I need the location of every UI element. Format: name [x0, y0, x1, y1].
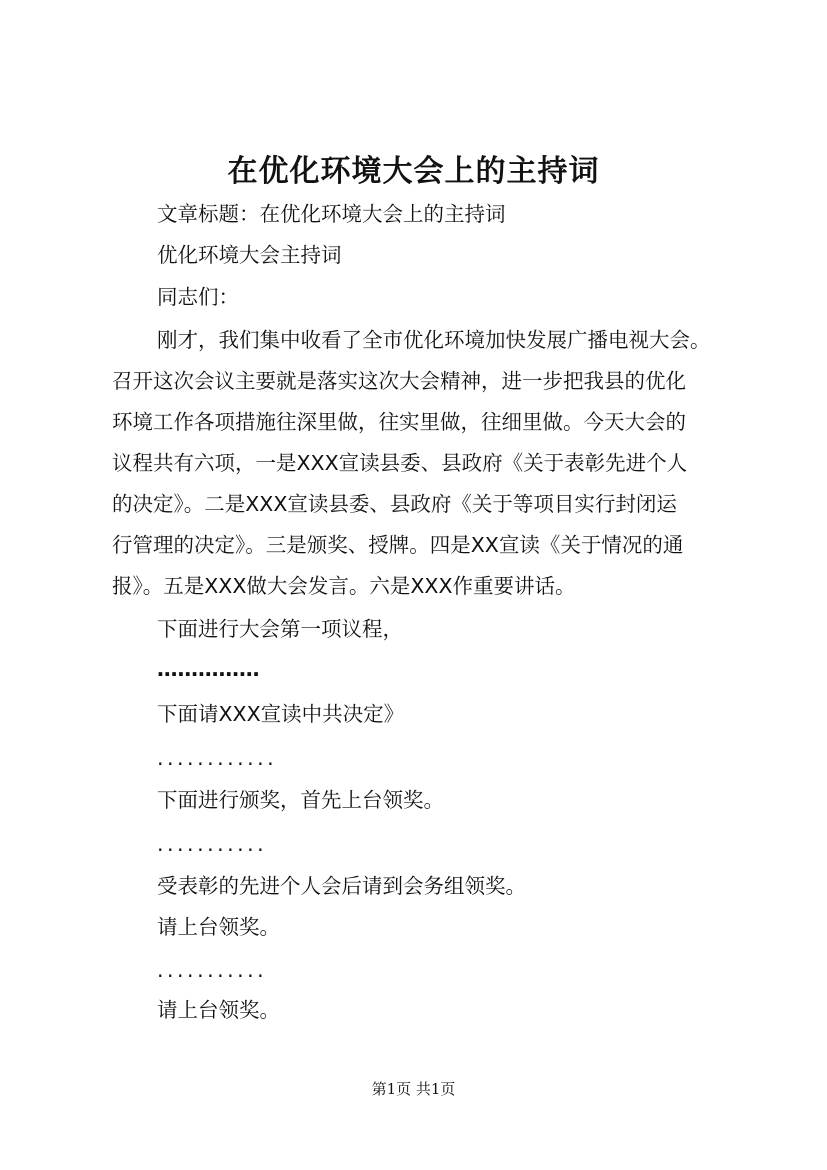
ellipsis-line: ........... — [157, 832, 268, 856]
paragraph-line: 行管理的决定》。三是颁奖、授牌。四是XX宣读《关于情况的通 — [112, 533, 684, 557]
agenda-line: 请上台领奖。 — [157, 998, 280, 1022]
article-title-line: 文章标题：在优化环境大会上的主持词 — [157, 202, 506, 226]
paragraph-line: 议程共有六项，一是XXX宣读县委、县政府《关于表彰先进个人 — [112, 451, 688, 475]
subtitle-line: 优化环境大会主持词 — [157, 243, 342, 267]
agenda-line: 下面进行颁奖，首先上台领奖。 — [157, 788, 444, 812]
ellipsis-line: ............ — [157, 746, 278, 770]
ellipsis-line: …………… — [157, 657, 260, 681]
agenda-line: 受表彰的先进个人会后请到会务组领奖。 — [157, 874, 526, 898]
agenda-line: 下面请XXX宣读中共决定》 — [157, 702, 405, 726]
agenda-line: 下面进行大会第一项议程， — [157, 617, 403, 641]
document-title: 在优化环境大会上的主持词 — [227, 154, 600, 189]
paragraph-line: 报》。五是XXX做大会发言。六是XXX作重要讲话。 — [112, 574, 576, 598]
salutation-line: 同志们： — [157, 285, 239, 309]
paragraph-line: 召开这次会议主要就是落实这次大会精神，进一步把我县的优化 — [112, 369, 686, 393]
paragraph-line: 环境工作各项措施往深里做，往实里做，往细里做。今天大会的 — [112, 410, 686, 434]
ellipsis-line: ........... — [157, 958, 268, 982]
agenda-line: 请上台领奖。 — [157, 915, 280, 939]
paragraph-line: 的决定》。二是XXX宣读县委、县政府《关于等项目实行封闭运 — [112, 492, 677, 516]
page-footer: 第1页 共1页 — [371, 1080, 456, 1098]
paragraph-line: 刚才，我们集中收看了全市优化环境加快发展广播电视大会。 — [157, 328, 711, 352]
